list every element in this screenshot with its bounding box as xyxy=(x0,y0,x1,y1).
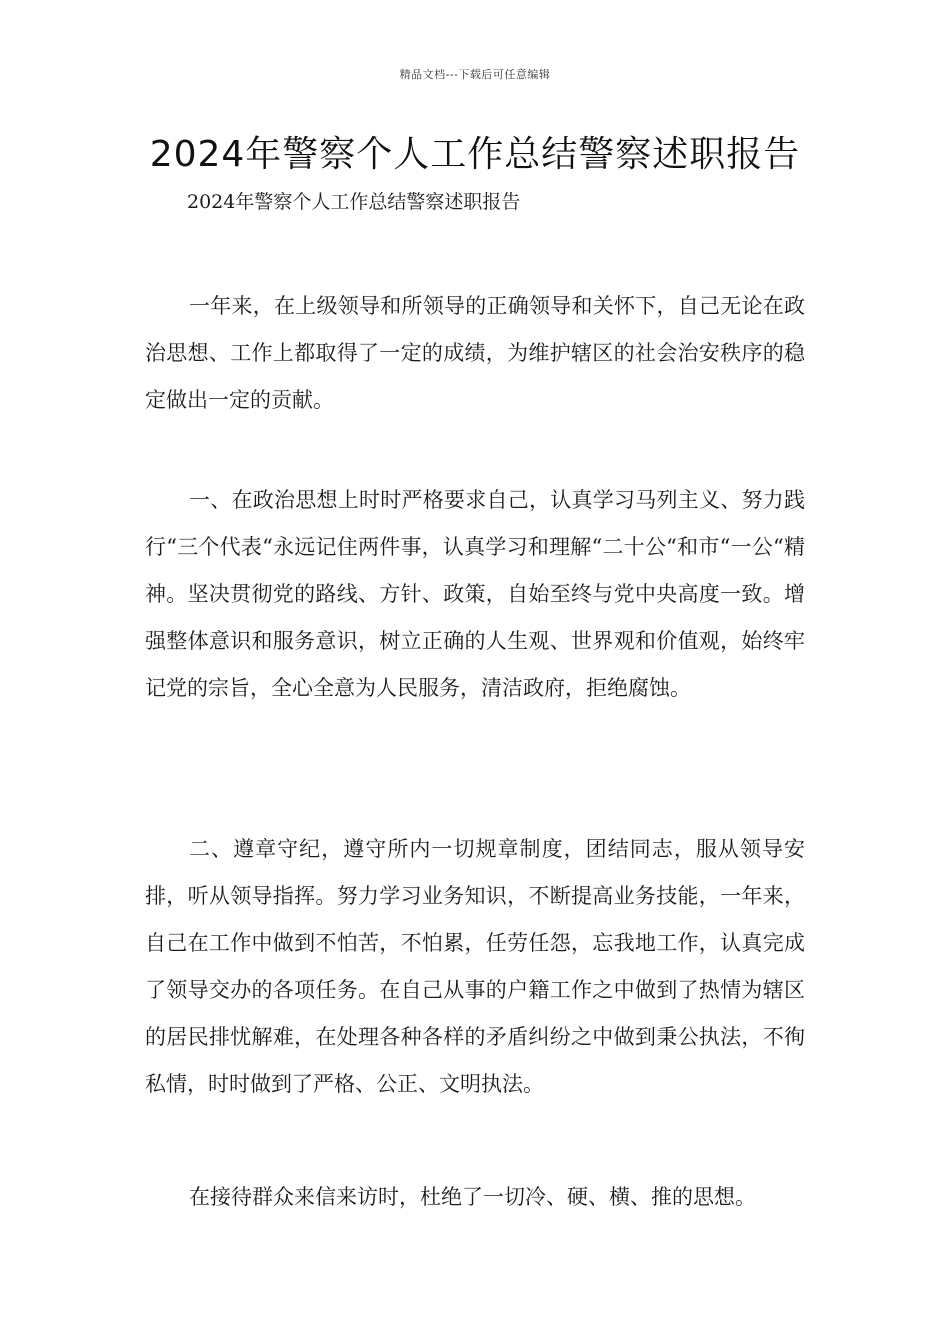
document-subtitle: 2024年警察个人工作总结警察述职报告 xyxy=(187,191,521,213)
paragraph-intro: 一年来，在上级领导和所领导的正确领导和关怀下，自己无论在政治思想、工作上都取得了一定的成绩，为维护辖区的社会治安秩序的稳定做出一定的贡献。 xyxy=(145,294,805,412)
header-note: 精品文档---下载后可任意编辑 xyxy=(399,68,551,81)
paragraph-public-reception: 在接待群众来信来访时，杜绝了一切冷、硬、横、推的思想。 xyxy=(189,1185,756,1209)
paragraph-political-thought: 一、在政治思想上时时严格要求自己，认真学习马列主义、努力践行“三个代表“永远记住两件事，认真学习和理解“二十公“和市“一公“精神。坚决贯彻党的路线、方针、政策，自始至终与党中央高度一致。增强整体意识和服务意识，树立正确的人生观、世界观和价值观，始终牢记党的宗旨，全心全意为人民服务，清洁政府，拒绝腐蚀。 xyxy=(145,488,805,700)
document-title: 2024年警察个人工作总结警察述职报告 xyxy=(149,134,801,175)
paragraph-discipline: 二、遵章守纪，遵守所内一切规章制度，团结同志，服从领导安排，听从领导指挥。努力学习业务知识，不断提高业务技能，一年来，自己在工作中做到不怕苦，不怕累，任劳任怨，忘我地工作，认真完成了领导交办的各项任务。在自己从事的户籍工作之中做到了热情为辖区的居民排忧解难，在处理各种各样的矛盾纠纷之中做到秉公执法，不徇私情，时时做到了严格、公正、文明执法。 xyxy=(145,837,805,1096)
